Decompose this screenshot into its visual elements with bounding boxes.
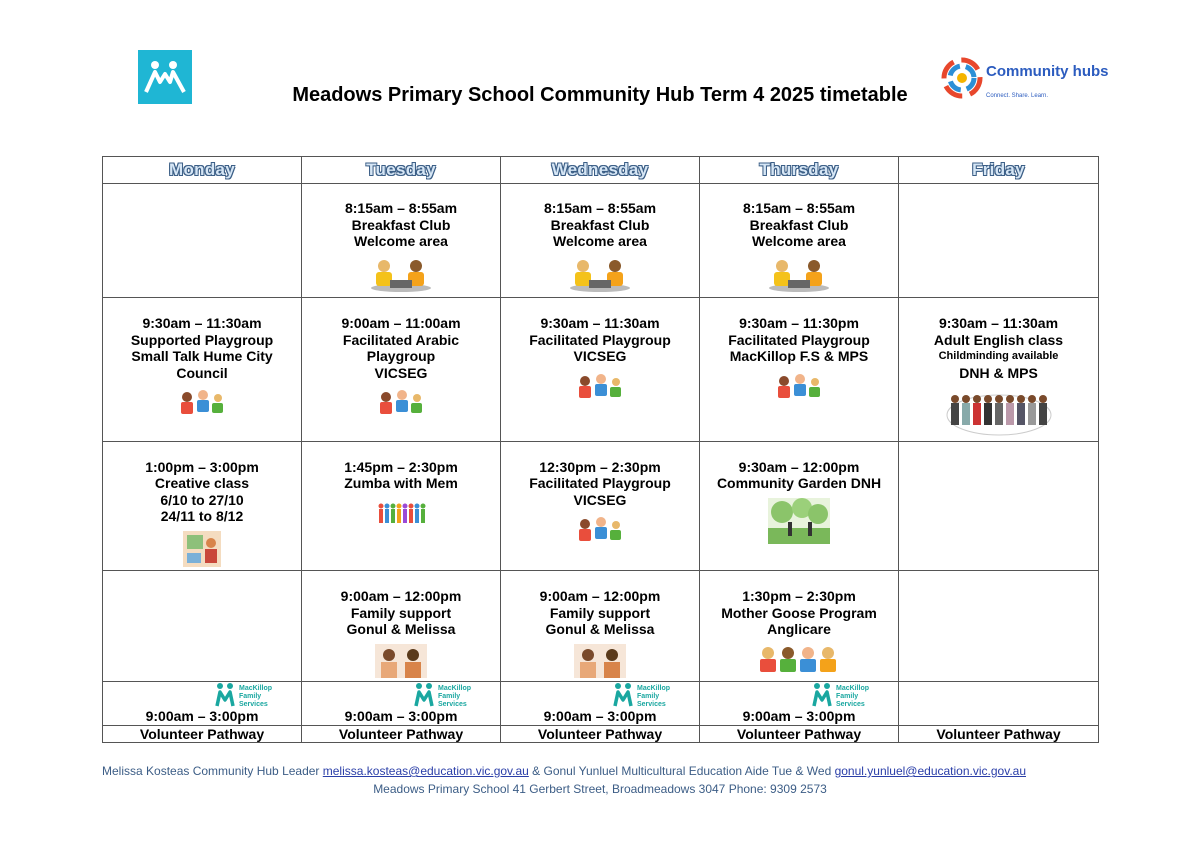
timetable-cell [302, 184, 501, 298]
session-time: 9:30am – 12:00pm [738, 458, 860, 475]
timetable-cell [103, 571, 302, 682]
session-detail: VICSEG [374, 364, 428, 381]
volunteer-pathway-cell: Volunteer Pathway [501, 726, 700, 743]
timetable-cell [700, 298, 899, 442]
session-time: 9:00am – 3:00pm [344, 708, 458, 724]
creative-class-icon [103, 531, 301, 571]
session-detail: Breakfast Club [351, 216, 451, 233]
svg-text:Services: Services [239, 701, 268, 708]
svg-text:Family: Family [637, 693, 660, 700]
timetable-cell [899, 298, 1099, 442]
session-detail: DNH & MPS [959, 364, 1038, 381]
svg-text:Family: Family [239, 693, 262, 700]
timetable-cell [302, 682, 501, 726]
svg-text:MacKillop: MacKillop [438, 685, 472, 692]
family-support-icon [302, 644, 500, 682]
timetable-row [103, 441, 1099, 571]
session-time: 9:00am – 12:00pm [539, 588, 661, 604]
session-time: 1:45pm – 2:30pm [344, 458, 458, 475]
timetable-cell [103, 682, 302, 726]
timetable-cell [899, 441, 1099, 571]
playgroup-icon [501, 514, 699, 548]
adults-group-icon [899, 387, 1098, 441]
svg-text:MacKillop: MacKillop [637, 685, 671, 692]
zumba-icon [302, 498, 500, 532]
day-header: Friday [899, 157, 1099, 184]
day-header-row [103, 157, 1099, 184]
timetable-row [103, 184, 1099, 298]
timetable-cell [501, 571, 700, 682]
email-link-melissa[interactable]: melissa.kosteas@education.vic.gov.au [322, 764, 529, 778]
session-time: 9:30am – 11:30am [540, 315, 660, 331]
day-header: Monday [103, 157, 302, 184]
session-time: 9:30am – 11:30am [938, 315, 1059, 331]
session-time: 8:15am – 8:55am [742, 200, 856, 216]
session-time: 8:15am – 8:55am [344, 200, 458, 216]
session-detail: Community Garden DNH [716, 475, 882, 491]
session-detail: Playgroup [366, 348, 436, 364]
session-time: 8:15am – 8:55am [543, 200, 657, 216]
timetable [102, 156, 1099, 743]
timetable-cell [501, 682, 700, 726]
session-detail: Gonul & Melissa [545, 621, 655, 637]
timetable-cell [501, 441, 700, 571]
timetable-cell [899, 184, 1099, 298]
timetable-cell [899, 571, 1099, 682]
session-note: Childminding available [938, 350, 1059, 362]
footer-address: Meadows Primary School 41 Gerbert Street, Broadmeadows 3047 Phone: 9309 2573 [373, 782, 827, 796]
svg-text:MacKillop: MacKillop [239, 685, 273, 692]
session-time: 9:00am – 3:00pm [543, 708, 657, 724]
session-detail: Facilitated Playgroup [728, 331, 870, 348]
session-time: 9:00am – 12:00pm [340, 588, 462, 604]
timetable-cell [700, 184, 899, 298]
breakfast-icon [302, 256, 500, 298]
session-detail: Welcome area [752, 233, 846, 249]
session-detail: Anglicare [767, 621, 831, 637]
session-detail: Welcome area [354, 233, 448, 249]
volunteer-pathway-cell: Volunteer Pathway [103, 726, 302, 743]
timetable-cell [700, 571, 899, 682]
timetable-cell [103, 298, 302, 442]
svg-text:Family: Family [836, 693, 859, 700]
svg-text:Services: Services [438, 701, 467, 708]
session-detail: Breakfast Club [550, 216, 650, 233]
timetable-cell [302, 571, 501, 682]
family-support-icon [501, 644, 699, 682]
timetable-cell [302, 298, 501, 442]
timetable-row [103, 298, 1099, 442]
day-header: Wednesday [501, 157, 700, 184]
session-detail: Council [176, 364, 228, 381]
page-title: Meadows Primary School Community Hub Term 4 2025 timetable [292, 84, 908, 106]
session-detail: Breakfast Club [749, 216, 849, 233]
svg-text:Services: Services [836, 701, 865, 708]
session-time: 9:30am – 11:30pm [739, 315, 859, 331]
breakfast-icon [501, 256, 699, 298]
volunteer-pathway-cell: Volunteer Pathway [899, 726, 1099, 743]
svg-text:Family: Family [438, 693, 461, 700]
session-detail: VICSEG [573, 491, 627, 508]
garden-icon [700, 498, 898, 548]
volunteer-pathway-cell: Volunteer Pathway [700, 726, 899, 743]
playgroup-icon [501, 371, 699, 405]
timetable-cell [103, 184, 302, 298]
session-time: 9:00am – 3:00pm [742, 708, 856, 724]
mackillop-row [103, 682, 1099, 726]
volunteer-row [103, 726, 1099, 743]
session-detail: Zumba with Mem [344, 475, 458, 491]
session-time: 9:30am – 11:30am [142, 315, 262, 331]
session-detail: MacKillop F.S & MPS [729, 348, 869, 364]
breakfast-icon [700, 256, 898, 298]
session-detail: Mother Goose Program [721, 604, 877, 621]
footer-contact: Melissa Kosteas Community Hub Leader melissa.kosteas@education.vic.gov.au & Gonul Yunluel Multicultural Education Aide Tue & Wed gonul.yunluel@education.vic.gov.au [102, 764, 1026, 778]
playgroup-icon [302, 387, 500, 421]
timetable-cell [501, 298, 700, 442]
session-time: 12:30pm – 2:30pm [539, 458, 661, 475]
session-detail: Welcome area [553, 233, 647, 249]
session-detail: Creative class [154, 475, 250, 491]
session-detail: Adult English class [933, 331, 1064, 348]
svg-text:Services: Services [637, 701, 666, 708]
session-detail: 24/11 to 8/12 [160, 508, 244, 524]
session-detail: VICSEG [573, 348, 627, 364]
session-time: 9:00am – 11:00am [341, 315, 461, 331]
session-time: 1:30pm – 2:30pm [742, 588, 856, 604]
svg-text:Connect. Share. Learn.: Connect. Share. Learn. [986, 93, 1049, 99]
session-detail: Facilitated Playgroup [529, 331, 671, 348]
timetable-cell [700, 682, 899, 726]
timetable-cell [899, 682, 1099, 726]
session-detail: Family support [350, 604, 452, 621]
playgroup-icon [103, 387, 301, 421]
svg-text:MacKillop: MacKillop [836, 685, 870, 692]
day-header: Tuesday [302, 157, 501, 184]
playgroup-icon [700, 371, 898, 405]
timetable-cell [103, 441, 302, 571]
session-detail: 6/10 to 27/10 [160, 491, 244, 508]
session-detail: Facilitated Playgroup [529, 475, 671, 491]
session-detail: Gonul & Melissa [346, 621, 456, 637]
svg-text:Community hubs: Community hubs [986, 63, 1109, 80]
mother-goose-icon [700, 644, 898, 678]
timetable-row [103, 571, 1099, 682]
timetable-cell [501, 184, 700, 298]
email-link-gonul[interactable]: gonul.yunluel@education.vic.gov.au [834, 764, 1026, 778]
session-detail: Family support [549, 604, 651, 621]
session-time: 1:00pm – 3:00pm [145, 458, 259, 475]
session-detail: Small Talk Hume City [131, 348, 273, 364]
timetable-cell [700, 441, 899, 571]
day-header: Thursday [700, 157, 899, 184]
session-time: 9:00am – 3:00pm [145, 708, 259, 724]
timetable-cell [302, 441, 501, 571]
volunteer-pathway-cell: Volunteer Pathway [302, 726, 501, 743]
session-detail: Supported Playgroup [130, 331, 274, 348]
session-detail: Facilitated Arabic [342, 331, 460, 348]
